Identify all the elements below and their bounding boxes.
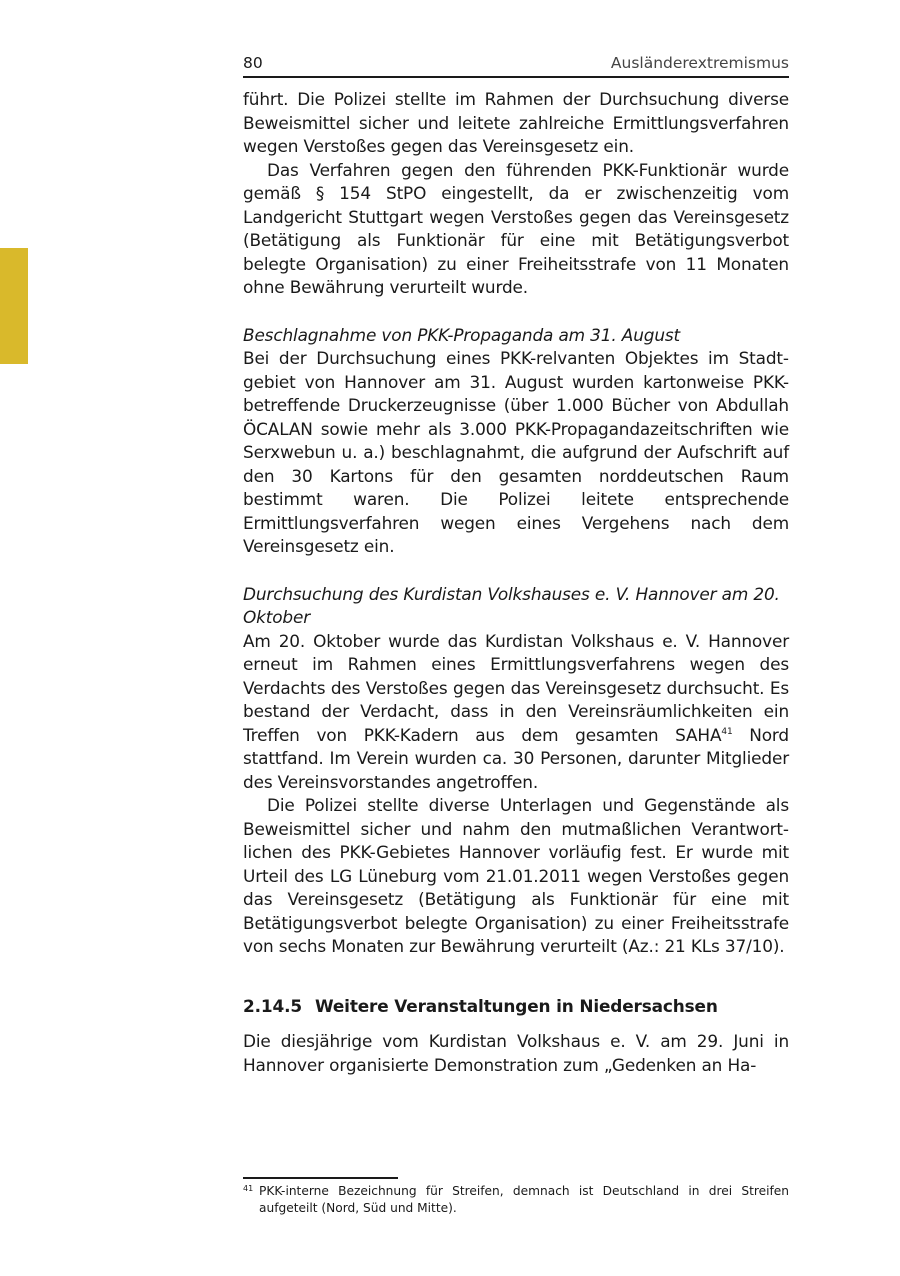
paragraph-3: Bei der Durchsuchung eines PKK-relvanten Objektes im Stadtgebiet von Hannover am 31. August wurden kartonweise PKK-betreffende Druckerzeugnisse (über 1.000 Bücher von Abdullah ÖCALAN sowie mehr als 3.000 PKK-Propagandazeitschriften wie Serxwebun u. a.) beschlagnahmt, die aufgrund der Aufschrift auf den 30 Kartons für den gesamten norddeutschen Raum bestimmt waren. Die Polizei leitete entsprechende Ermittlungsverfahren wegen eines Vergehens nach dem Vereinsgesetz ein. — [243, 348, 789, 556]
paragraph-4 — [243, 630, 789, 795]
paragraph-2: Das Verfahren gegen den führenden PKK-Funktionär wurde gemäß § 154 StPO eingestellt, da er zwischenzeitig vom Landgericht Stuttgart wegen Verstoßes gegen das Vereinsgesetz (Betätigung als Funktionär für eine mit Betätigungsverbot belegte Organisation) zu einer Freiheitsstrafe von 11 Monaten ohne Bewährung verurteilt wurde. — [243, 159, 789, 297]
footnote-reference[interactable]: 41 — [721, 726, 733, 737]
subheading-beschlagnahme: Beschlagnahme von PKK-Propaganda am 31. August — [243, 324, 681, 345]
paragraph-1: führt. Die Polizei stellte im Rahmen der Durchsuchung diverse Beweismittel sicher und leitete zahlreiche Ermittlungsverfahren wegen Verstoßes gegen das Vereinsgesetz ein. — [243, 89, 789, 156]
footnote-divider — [243, 1177, 398, 1179]
footnote-mark: 41 — [243, 1184, 254, 1193]
paragraph-5: Die Polizei stellte diverse Unterlagen und Gegenstände als Beweismittel sicher und nahm den mutmaßlichen Verantwortlichen des PKK-Gebietes Hannover vorläufig fest. Er wurde mit Urteil des LG Lüneburg vom 21.01.2011 wegen Verstoßes gegen das Vereinsgesetz (Betätigung als Funktionär für eine mit Betätigungsverbot belegte Organisation) zu einer Freiheitsstrafe von sechs Monaten zur Bewährung verurteilt (Az.: 21 KLs 37/10). — [243, 795, 789, 956]
paragraph-4-part-2: Nord stattfand. Im Verein wurden ca. 30 Personen, darunter Mitglieder des Vereinsvorstandes angetroffen. — [243, 724, 789, 792]
footnote — [243, 1183, 789, 1216]
paragraph-4-part-1: Am 20. Oktober wurde das Kurdistan Volkshaus e. V. Hannover erneut im Rahmen eines Ermittlungsverfahrens wegen des Verdachts des Verstoßes gegen das Vereinsgesetz durchsucht. Es bestand der Verdacht, dass in den Vereinsräumlichkeiten ein Treffen von PKK-Kadern aus dem gesamten SAHA — [243, 630, 789, 745]
paragraph-6: Die diesjährige vom Kurdistan Volkshaus e. V. am 29. Juni in Hannover organisierte Demonstration zum „Gedenken an Ha- — [243, 1031, 789, 1075]
page-number: 80 — [243, 54, 263, 72]
subheading-durchsuchung: Durchsuchung des Kurdistan Volkshauses e. V. Hannover am 20. Oktober — [243, 583, 780, 627]
page-header — [243, 52, 789, 78]
running-title: Ausländerextremismus — [610, 54, 789, 72]
footnote-text: PKK-interne Bezeichnung für Streifen, demnach ist Deutschland in drei Streifen aufgeteilt (Nord, Süd und Mitte). — [259, 1184, 789, 1215]
section-heading — [243, 995, 789, 1019]
section-title: Weitere Veranstaltungen in Niedersachsen — [315, 995, 718, 1016]
section-number: 2.14.5 — [243, 995, 302, 1016]
chapter-side-tab — [0, 248, 28, 364]
main-text — [243, 88, 789, 1077]
